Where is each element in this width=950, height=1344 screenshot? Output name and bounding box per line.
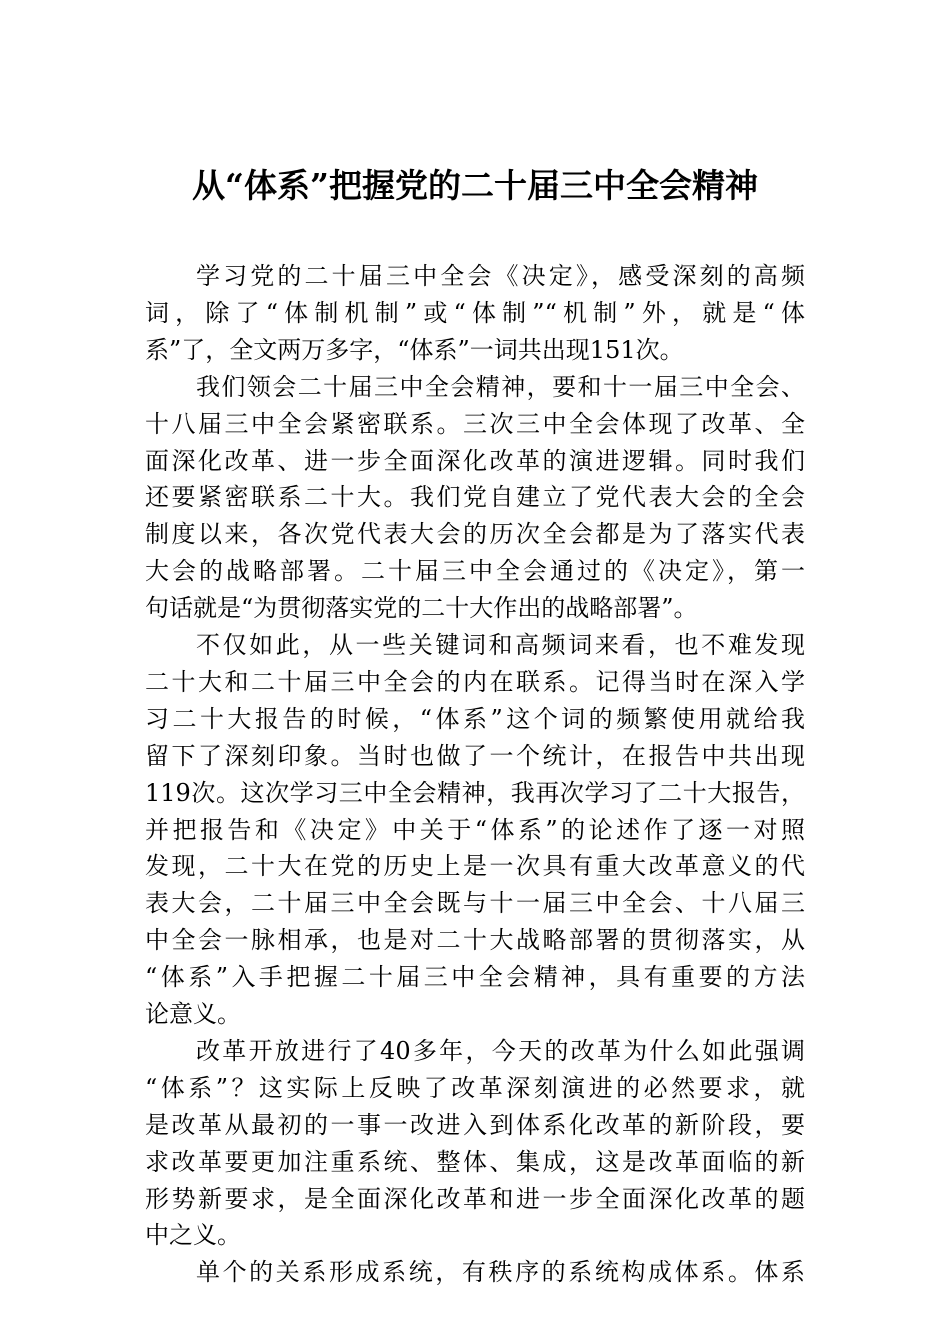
paragraph-line: 大会的战略部署。二十届三中全会通过的《决定》，第一 xyxy=(145,557,805,586)
paragraph-line: “体系”入手把握二十届三中全会精神，具有重要的方法 xyxy=(145,963,805,992)
paragraph-line: 119次。这次学习三中全会精神，我再次学习了二十大报告， xyxy=(145,778,805,807)
paragraph-line: 改革开放进行了40多年，今天的改革为什么如此强调 xyxy=(196,1036,805,1065)
paragraph-line: 学习党的二十届三中全会《决定》，感受深刻的高频 xyxy=(196,262,805,290)
paragraph-line: 制度以来，各次党代表大会的历次全会都是为了落实代表 xyxy=(145,520,805,549)
paragraph-line: 十八届三中全会紧密联系。三次三中全会体现了改革、全 xyxy=(145,409,805,438)
paragraph-line: “体系”？这实际上反映了改革深刻演进的必然要求，就 xyxy=(145,1073,805,1102)
paragraph-line: 中之义。 xyxy=(145,1221,241,1250)
paragraph-line: 发现，二十大在党的历史上是一次具有重大改革意义的代 xyxy=(145,852,805,881)
paragraph-line: 系”了，全文两万多字，“体系”一词共出现151次。 xyxy=(145,335,684,364)
paragraph-line: 求改革要更加注重系统、整体、集成，这是改革面临的新 xyxy=(145,1147,805,1176)
paragraph-line: 表大会，二十届三中全会既与十一届三中全会、十八届三 xyxy=(145,889,805,918)
paragraph-line: 习二十大报告的时候，“体系”这个词的频繁使用就给我 xyxy=(145,704,805,733)
paragraph-line: 形势新要求，是全面深化改革和进一步全面深化改革的题 xyxy=(145,1184,805,1213)
paragraph-line: 单个的关系形成系统，有秩序的系统构成体系。体系 xyxy=(196,1258,805,1287)
paragraph-line: 留下了深刻印象。当时也做了一个统计，在报告中共出现 xyxy=(145,741,805,770)
paragraph-line: 我们领会二十届三中全会精神，要和十一届三中全会、 xyxy=(196,372,805,401)
paragraph-line: 二十大和二十届三中全会的内在联系。记得当时在深入学 xyxy=(145,667,805,696)
paragraph-line: 面深化改革、进一步全面深化改革的演进逻辑。同时我们 xyxy=(145,446,805,475)
paragraph-line: 还要紧密联系二十大。我们党自建立了党代表大会的全会 xyxy=(145,483,805,512)
paragraph-line: 不仅如此，从一些关键词和高频词来看，也不难发现 xyxy=(196,631,805,659)
paragraph-line: 句话就是“为贯彻落实党的二十大作出的战略部署”。 xyxy=(145,594,698,623)
paragraph-line: 论意义。 xyxy=(145,1000,241,1028)
paragraph-line: 是改革从最初的一事一改进入到体系化改革的新阶段，要 xyxy=(145,1110,805,1139)
paragraph-line: 中全会一脉相承，也是对二十大战略部署的贯彻落实，从 xyxy=(145,926,805,955)
paragraph-line: 并把报告和《决定》中关于“体系”的论述作了逐一对照 xyxy=(145,815,805,844)
paragraph-line: 词，除了“体制机制”或“体制”“机制”外，就是“体 xyxy=(145,298,805,327)
document-title: 从“体系”把握党的二十届三中全会精神 xyxy=(192,166,758,205)
